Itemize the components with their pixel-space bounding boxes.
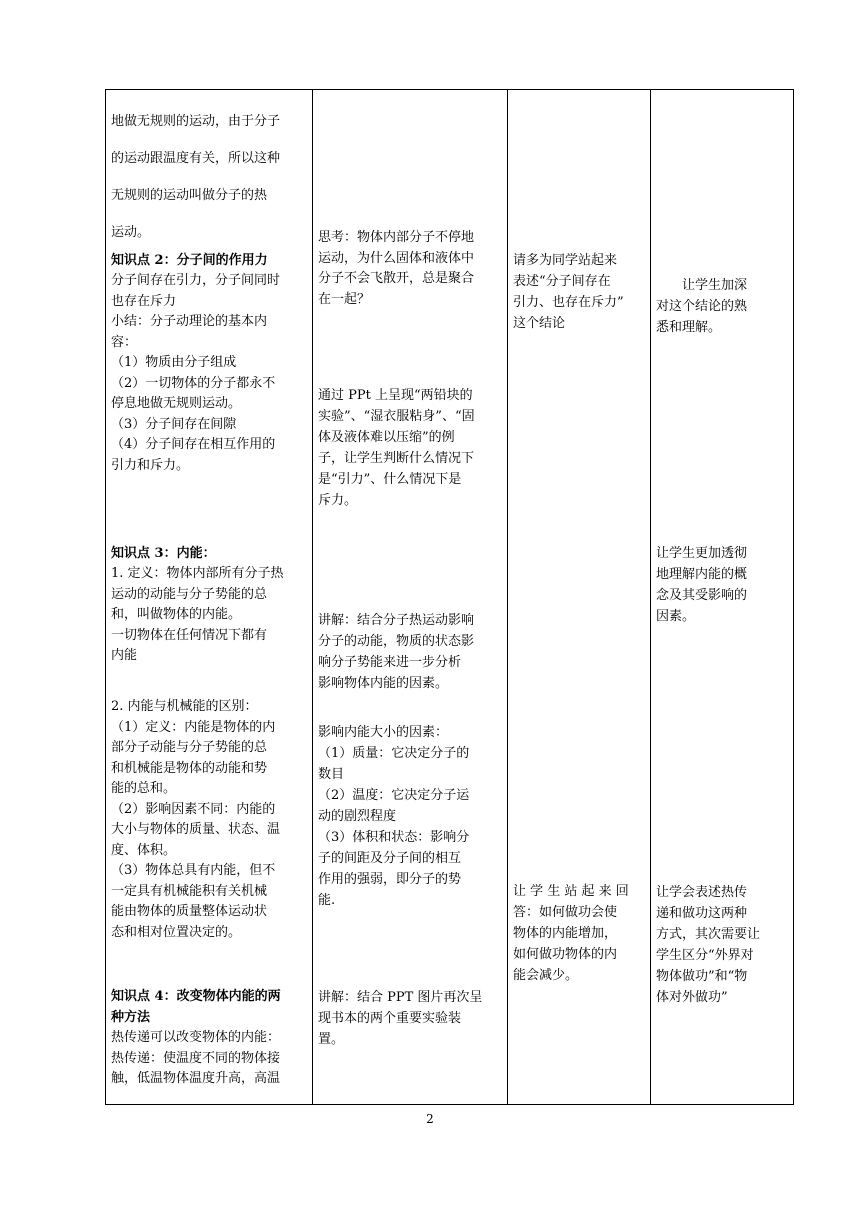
text-line: 分子不会飞散开，总是聚合 — [318, 271, 475, 286]
text-line: 如何做功物体的内 — [513, 947, 618, 962]
text-line: 让学生加深 — [656, 278, 748, 293]
text-line: 请多为同学站起来 — [513, 253, 618, 268]
text-line: 悉和理解。 — [656, 320, 722, 335]
text-line: 的运动跟温度有关，所以这种 — [111, 151, 281, 166]
text-line: 地理解内能的概 — [656, 567, 748, 582]
text-line: 部分子动能与分子势能的总 — [111, 740, 268, 755]
text-line: 动的剧烈程度 — [318, 809, 397, 824]
text-line: 是“引力”、什么情况下是 — [318, 472, 462, 487]
text-line: 能由物体的质量整体运动状 — [111, 904, 268, 919]
text-line: 讲解：结合分子热运动影响 — [318, 613, 475, 628]
section-heading: 知识点 2：分子间的作用力 — [111, 253, 268, 268]
text-line: （4）分子间存在相互作用的 — [111, 437, 276, 452]
text-line: （3）物体总具有内能，但不 — [111, 863, 276, 878]
text-line: （1）质量：它决定分子的 — [318, 746, 470, 761]
text-line: 触，低温物体温度升高，高温 — [111, 1071, 281, 1086]
text-line: 一切物体在任何情况下都有 — [111, 627, 268, 643]
text-line: 体对外做功” — [656, 990, 728, 1005]
text-line: 子，让学生判断什么情况下 — [318, 451, 475, 466]
text-line: 大小与物体的质量、状态、温 — [111, 822, 281, 837]
text-line: 分子间存在引力，分子间同时 — [111, 273, 281, 288]
text-line: （2）一切物体的分子都永不 — [111, 375, 276, 391]
page-number: 2 — [426, 1112, 434, 1126]
text-line: 能. — [318, 893, 336, 908]
text-line: （1）定义：内能是物体的内 — [111, 719, 276, 735]
text-line: 响分子势能来进一步分析 — [318, 655, 462, 670]
text-line: 和，叫做物体的内能。 — [111, 607, 242, 622]
text-line: 能的总和。 — [111, 781, 177, 796]
text-line: 热传递可以改变物体的内能： — [111, 1030, 281, 1045]
text-line: 念及其受影响的 — [656, 588, 748, 603]
text-line: 物体的内能增加， — [513, 926, 618, 941]
text-line: 2. 内能与机械能的区别： — [111, 699, 258, 714]
text-line: 置。 — [318, 1032, 345, 1047]
text-line: 小结：分子动理论的基本内 — [111, 314, 268, 329]
text-line: 影响内能大小的因素： — [318, 725, 449, 740]
text-line: （3）分子间存在间隙 — [111, 416, 237, 432]
text-line: 1. 定义：物体内部所有分子热 — [111, 566, 284, 581]
text-line: （2）温度：它决定分子运 — [318, 788, 470, 803]
text-line: 能会减少。 — [513, 968, 579, 983]
section-heading: 知识点 3：内能： — [111, 546, 216, 561]
text-line: 停息地做无规则运动。 — [111, 396, 242, 411]
text-line: 影响物体内能的因素。 — [318, 676, 449, 691]
text-line: 子的间距及分子间的相互 — [318, 851, 462, 866]
text-line: 和机械能是物体的动能和势 — [111, 760, 268, 776]
text-line: 让学生更加透彻 — [656, 546, 748, 561]
text-line: 内能 — [111, 648, 138, 663]
text-line: （2）影响因素不同：内能的 — [111, 801, 276, 817]
text-line: 无规则的运动叫做分子的热 — [111, 188, 268, 203]
text-line: 讲解：结合 PPT 图片再次呈 — [318, 990, 483, 1005]
text-line: 运动的动能与分子势能的总 — [111, 586, 268, 602]
text-line: 数目 — [318, 767, 345, 782]
text-line: 表述“分子间存在 — [513, 274, 611, 289]
text-line: 物体做功”和“物 — [656, 969, 748, 984]
text-line: 答：如何做功会使 — [513, 905, 618, 920]
text-line: 运动。 — [111, 225, 151, 240]
text-line: 态和相对位置决定的。 — [111, 924, 242, 940]
text-line: 对这个结论的熟 — [656, 299, 748, 314]
text-line: 斥力。 — [318, 493, 358, 508]
column-divider — [650, 90, 651, 1104]
text-line: 递和做功这两种 — [656, 906, 748, 921]
text-line: 引力和斥力。 — [111, 457, 190, 473]
text-line: 引力、也存在斥力” — [513, 295, 624, 310]
text-line: 思考：物体内部分子不停地 — [318, 230, 475, 245]
text-line: 容： — [111, 334, 138, 350]
column-divider — [312, 90, 313, 1104]
text-line: 热传递：使温度不同的物体接 — [111, 1050, 281, 1066]
text-line: 地做无规则的运动，由于分子 — [111, 114, 281, 129]
text-line: 也存在斥力 — [111, 293, 177, 309]
column-divider — [507, 90, 508, 1104]
text-line: （1）物质由分子组成 — [111, 355, 237, 370]
text-line: 因素。 — [656, 609, 696, 624]
text-line: （3）体积和状态：影响分 — [318, 830, 470, 845]
text-line: 一定具有机械能积有关机械 — [111, 883, 268, 899]
text-line: 在一起？ — [318, 291, 371, 307]
text-line: 学生区分“外界对 — [656, 948, 754, 963]
text-line: 通过 PPt 上呈现“两铅块的 — [318, 388, 473, 403]
section-heading: 知识点 4：改变物体内能的两 — [111, 989, 281, 1004]
text-line: 让 学 生 站 起 来 回 — [513, 884, 629, 899]
text-line: 现书本的两个重要实验装 — [318, 1011, 462, 1026]
text-line: 分子的动能，物质的状态影 — [318, 634, 475, 649]
lesson-table — [105, 89, 794, 1105]
text-line: 这个结论 — [513, 316, 566, 331]
text-line: 度、体积。 — [111, 842, 177, 858]
text-line: 方式，其次需要让 — [656, 927, 761, 942]
text-line: 作用的强弱，即分子的势 — [318, 872, 462, 887]
text-line: 体及液体难以压缩”的例 — [318, 430, 455, 445]
text-line: 实验”、“湿衣服粘身”、“固 — [318, 409, 475, 424]
text-line: 运动，为什么固体和液体中 — [318, 250, 475, 266]
section-heading: 种方法 — [111, 1009, 151, 1025]
text-line: 让学会表述热传 — [656, 885, 748, 900]
